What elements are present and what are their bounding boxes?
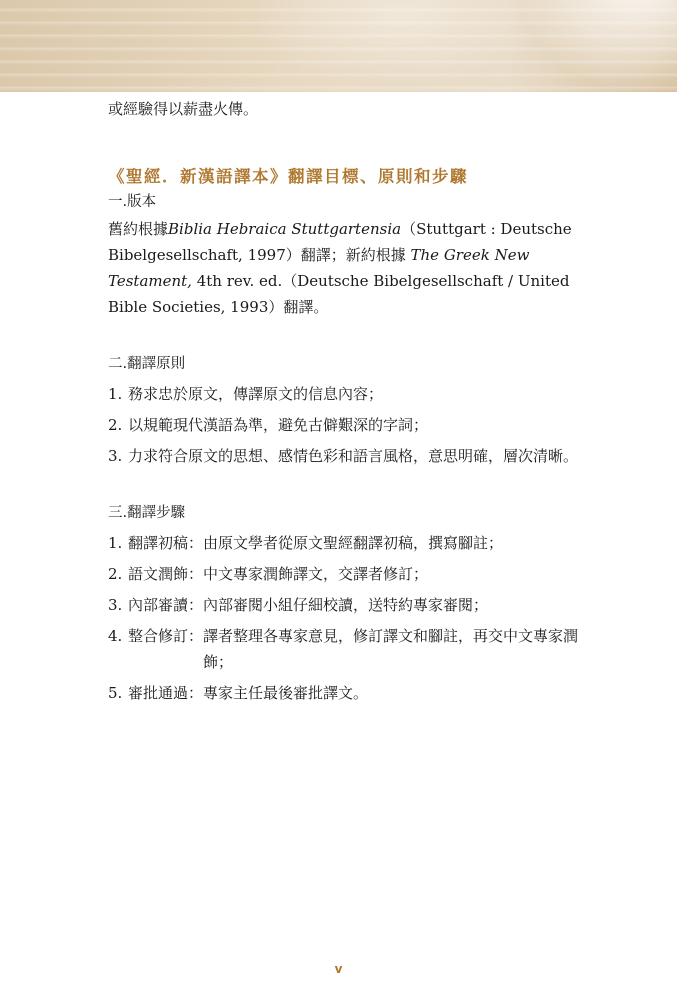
item-number: 3. (108, 596, 123, 614)
item-text: 專家主任最後審批譯文。 (203, 684, 369, 702)
banner-text-texture (0, 0, 677, 92)
item-number: 2. (108, 416, 123, 434)
item-number: 5. (108, 684, 123, 702)
list-item (108, 443, 608, 469)
item-number: 3. (108, 447, 123, 465)
version-text-2: （Stuttgart : Deutsche Bibelgesellschaft, 1997）翻譯；新約根據 (108, 220, 572, 264)
version-title-hebrew: Biblia Hebraica Stuttgartensia (168, 220, 402, 238)
step-label: 整合修訂： (128, 627, 204, 645)
list-item (108, 530, 608, 556)
lead-line: 或經驗得以薪盡火傳。 (108, 100, 259, 118)
step-label: 語文潤飾： (128, 565, 204, 583)
step-label: 翻譯初稿： (128, 534, 204, 552)
list-item (108, 412, 608, 438)
version-text-3: 4th rev. ed.（Deutsche Bibelgesellschaft / United Bible Societies, 1993）翻譯。 (108, 272, 570, 316)
step-label: 審批通過： (128, 684, 204, 702)
item-text: 力求符合原文的思想、感情色彩和語言風格，意思明確，層次清晰。 (128, 447, 579, 465)
item-text: 譯者整理各專家意見，修訂譯文和腳註，再交中文專家潤飾； (203, 627, 579, 671)
header-banner (0, 0, 677, 92)
item-number: 1. (108, 385, 123, 403)
list-item (108, 561, 608, 587)
list-item (108, 623, 608, 675)
list-item (108, 592, 608, 618)
item-number: 4. (108, 627, 123, 645)
item-number: 2. (108, 565, 123, 583)
item-text: 中文專家潤飾譯文，交譯者修訂； (203, 565, 429, 583)
page-content (108, 98, 608, 711)
principles-heading: 二.翻譯原則 (108, 356, 186, 372)
page-number: v (334, 962, 343, 976)
steps-heading: 三.翻譯步驟 (108, 505, 186, 521)
item-text: 由原文學者從原文聖經翻譯初稿，撰寫腳註； (203, 534, 504, 552)
item-text: 內部審閱小組仔細校讀，送特約專家審閱； (203, 596, 489, 614)
principles-list (108, 381, 608, 469)
section-title: 《聖經．新漢語譯本》翻譯目標、原則和步驟 (108, 167, 468, 186)
list-item (108, 680, 608, 706)
version-heading: 一.版本 (108, 194, 157, 210)
version-paragraph (108, 216, 608, 320)
list-item (108, 381, 608, 407)
steps-list (108, 530, 608, 706)
version-text-1: 舊約根據 (108, 220, 169, 238)
item-text: 以規範現代漢語為準，避免古僻艱深的字詞； (128, 416, 429, 434)
item-text: 務求忠於原文，傳譯原文的信息內容； (128, 385, 384, 403)
item-number: 1. (108, 534, 123, 552)
version-title-greek: The Greek New Testament, (108, 246, 530, 290)
step-label: 內部審讀： (128, 596, 204, 614)
